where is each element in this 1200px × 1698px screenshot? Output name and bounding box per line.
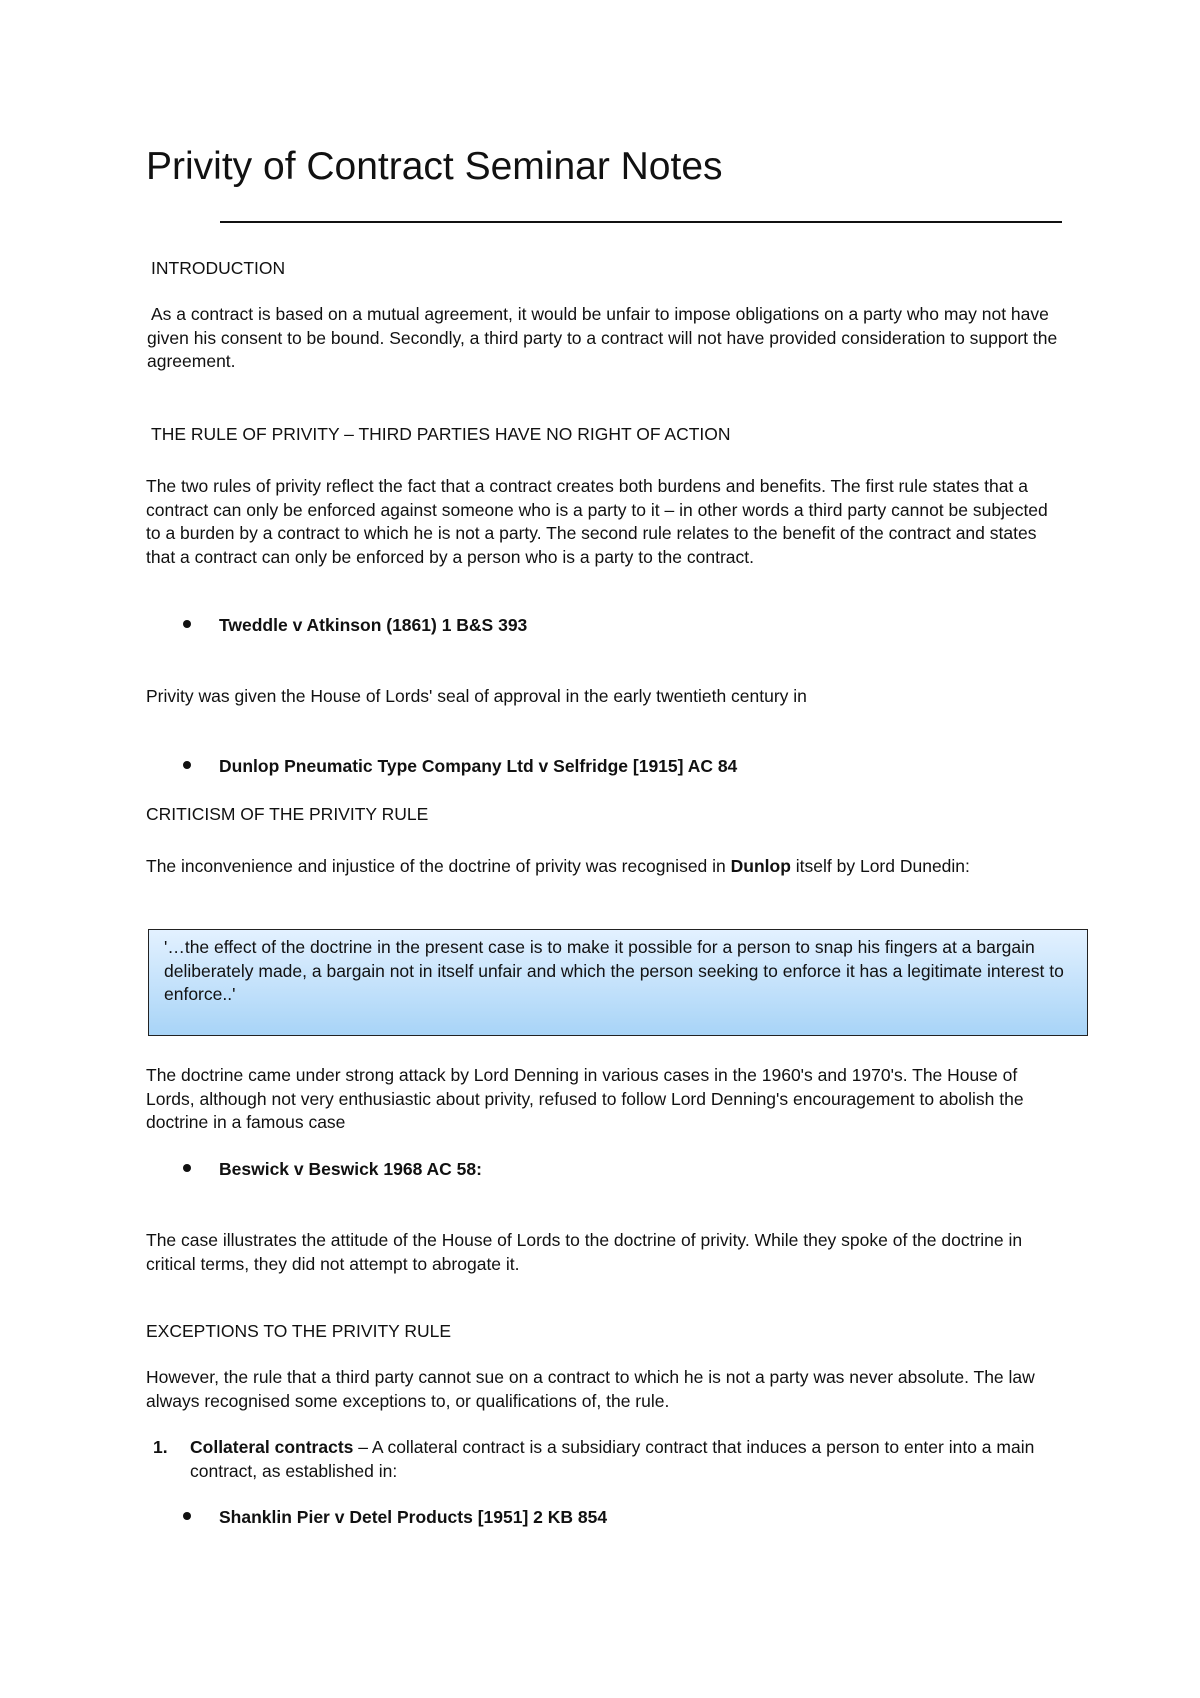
list-item-title: Collateral contracts [190,1437,354,1457]
exceptions-paragraph: However, the rule that a third party cannot sue on a contract to which he is not a party was never absolute. The law always recognised some exceptions to, or qualifications of, the rule. [146,1367,1035,1411]
exceptions-heading: EXCEPTIONS TO THE PRIVITY RULE [146,1321,452,1341]
bullet-icon [183,620,191,628]
intro-paragraph: As a contract is based on a mutual agreement, it would be unfair to impose obligations on a party who may not have given his consent to be bound. Secondly, a third party to a contract will not have provided consideration to support the agreement. [147,304,1058,371]
list-number: 1. [153,1437,168,1457]
bullet-icon [183,761,191,769]
criticism-paragraph [146,855,1036,879]
criticism-text-before: The inconvenience and injustice of the doctrine of privity was recognised in [146,856,731,876]
title-underline [220,221,1062,223]
criticism-paragraph-2: The doctrine came under strong attack by Lord Denning in various cases in the 1960's and 1970's. The House of Lords, although not very enthusiastic about privity, refused to follow Lord Denning's encouragement to abolish the doctrine in a famous case [146,1065,1024,1132]
criticism-text-bold: Dunlop [730,856,791,876]
list-item-text: – A collateral contract is a subsidiary contract that induces a person to enter into a main contract, as established in: [190,1437,1035,1481]
case-beswick: Beswick v Beswick 1968 AC 58: [219,1159,482,1179]
bullet-icon [183,1164,191,1172]
list-item-collateral [190,1436,1070,1483]
page-title: Privity of Contract Seminar Notes [146,145,723,188]
case-dunlop: Dunlop Pneumatic Type Company Ltd v Selfridge [1915] AC 84 [219,756,738,776]
case-shanklin: Shanklin Pier v Detel Products [1951] 2 KB 854 [219,1507,608,1527]
quote-text: '…the effect of the doctrine in the present case is to make it possible for a person to snap his fingers at a bargain deliberately made, a bargain not in itself unfair and which the person seeking to enforce it has a legitimate interest to enforce..' [164,937,1064,1004]
rule-paragraph-2: Privity was given the House of Lords' seal of approval in the early twentieth century in [146,686,807,706]
intro-heading: INTRODUCTION [151,258,286,278]
criticism-paragraph-3: The case illustrates the attitude of the House of Lords to the doctrine of privity. While they spoke of the doctrine in critical terms, they did not attempt to abrogate it. [146,1230,1023,1274]
rule-paragraph: The two rules of privity reflect the fact that a contract creates both burdens and benefits. The first rule states that a contract can only be enforced against someone who is a party to it – in other words a third party cannot be subjected to a burden by a contract to which he is not a party. The second rule relates to the benefit of the contract and states that a contract can only be enforced by a person who is a party to the contract. [146,476,1048,567]
criticism-heading: CRITICISM OF THE PRIVITY RULE [146,804,429,824]
case-tweddle: Tweddle v Atkinson (1861) 1 B&S 393 [219,615,528,635]
bullet-icon [183,1512,191,1520]
rule-heading: THE RULE OF PRIVITY – THIRD PARTIES HAVE NO RIGHT OF ACTION [151,424,731,444]
criticism-text-after: itself by Lord Dunedin: [790,856,970,876]
quote-box [148,929,1088,1036]
